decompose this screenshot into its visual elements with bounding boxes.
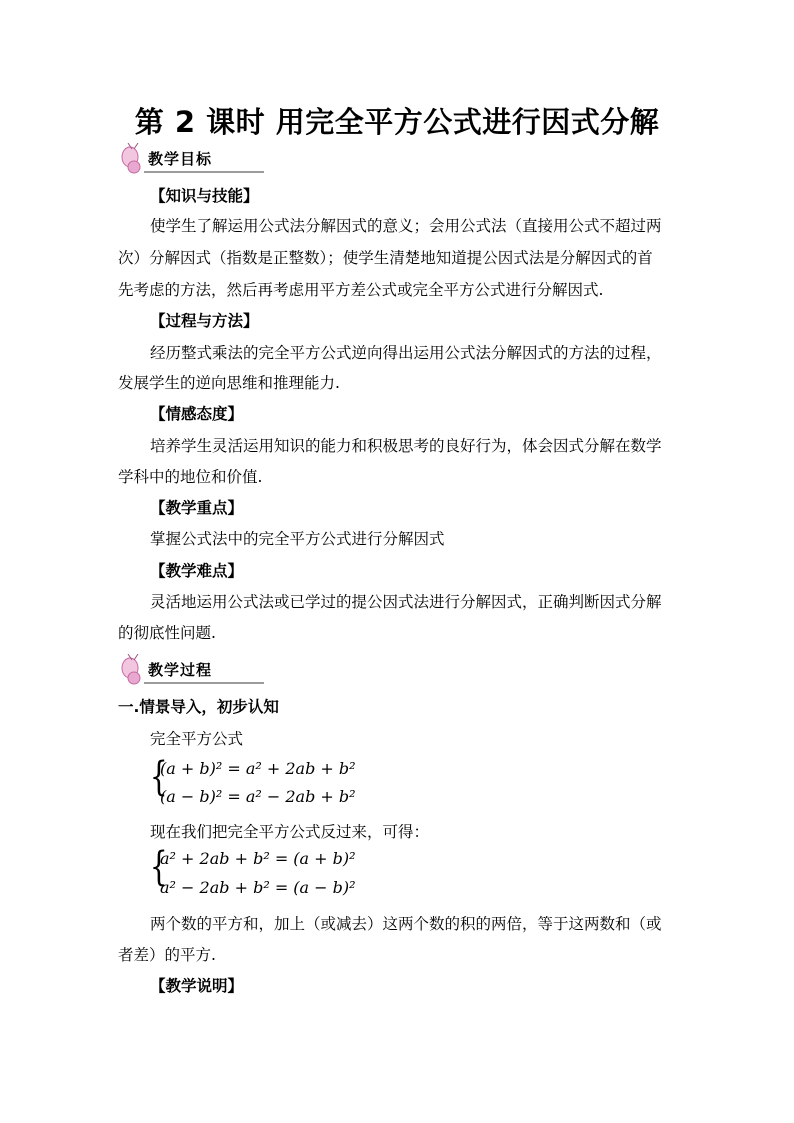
intro-heading: 一.情景导入，初步认知 (118, 698, 279, 716)
summary-line: 两个数的平方和，加上（或减去）这两个数的积的两倍，等于这两数和（或 (150, 915, 662, 933)
brace-glyph: { (149, 844, 168, 890)
section-label: 教学过程 (148, 661, 213, 679)
knowledge-line: 使学生了解运用公式法分解因式的意义；会用公式法（直接用公式不超过两 (150, 217, 662, 235)
summary-line: 者差）的平方. (118, 946, 216, 964)
method-heading: 【过程与方法】 (150, 312, 259, 330)
brace-glyph: { (149, 754, 168, 800)
reverse-text: 现在我们把完全平方公式反过来，可得： (150, 823, 430, 841)
knowledge-line: 次）分解因式（指数是正整数）；使学生清楚地知道提公因式法是分解因式的首 (118, 249, 653, 267)
method-line: 经历整式乘法的完全平方公式逆向得出运用公式法分解因式的方法的过程， (150, 344, 662, 362)
difficult-line: 灵活地运用公式法或已学过的提公因式法进行分解因式，正确判断因式分解 (150, 593, 662, 611)
difficult-line: 的彻底性问题. (118, 624, 216, 642)
knowledge-line: 先考虑的方法，然后再考虑用平方差公式或完全平方公式进行分解因式. (118, 281, 604, 299)
section-label: 教学目标 (148, 150, 213, 168)
formula-line: (a − b)² = a² − 2ab + b² (160, 787, 356, 806)
explain-heading: 【教学说明】 (150, 977, 244, 995)
method-line: 发展学生的逆向思维和推理能力. (118, 374, 340, 392)
attitude-line: 学科中的地位和价值. (118, 468, 263, 486)
formula-line: a² + 2ab + b² = (a + b)² (160, 849, 356, 868)
page-title: 第 2 课时 用完全平方公式进行因式分解 (134, 105, 660, 139)
knowledge-heading: 【知识与技能】 (150, 187, 259, 205)
section-header-process (118, 654, 268, 688)
difficult-heading: 【教学难点】 (150, 562, 244, 580)
section-header-goals (118, 143, 268, 177)
attitude-heading: 【情感态度】 (150, 405, 244, 423)
key-heading: 【教学重点】 (150, 499, 244, 517)
formula-line: (a + b)² = a² + 2ab + b² (160, 759, 356, 778)
formula-title: 完全平方公式 (150, 730, 244, 748)
formula-line: a² − 2ab + b² = (a − b)² (160, 878, 356, 897)
attitude-line: 培养学生灵活运用知识的能力和积极思考的良好行为，体会因式分解在数学 (150, 437, 662, 455)
key-line: 掌握公式法中的完全平方公式进行分解因式 (150, 530, 445, 548)
